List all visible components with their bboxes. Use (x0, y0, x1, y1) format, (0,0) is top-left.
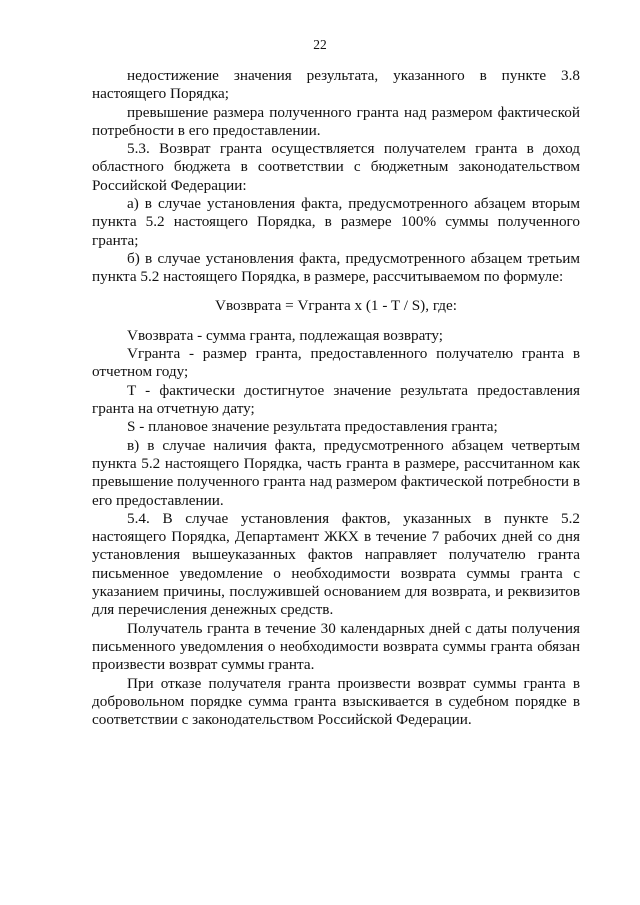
page-number: 22 (313, 37, 327, 52)
definition-v-return: Vвозврата - сумма гранта, подлежащая возврату; (127, 326, 443, 344)
paragraph-refusal: При отказе получателя гранта произвести возврат суммы гранта в добровольном порядке сумма гранта взыскивается в судебном порядке в соответствии с законодательством Российской Федерации. (92, 674, 580, 729)
formula: Vвозврата = Vгранта x (1 - T / S), где: (215, 296, 457, 314)
paragraph-3: 5.3. Возврат гранта осуществляется получателем гранта в доход областного бюджета в соответствии с бюджетным законодательством Российской Федерации: (92, 140, 580, 194)
paragraph-item-v: в) в случае наличия факта, предусмотренного абзацем четвертым пункта 5.2 настоящего Порядка, часть гранта в размере, рассчитанном как превышение полученного гранта над размером фактической потребности в его предоставлении. (92, 436, 580, 509)
paragraph-2: превышение размера полученного гранта над размером фактической потребности в его предоставлении. (92, 103, 580, 139)
paragraph-5: б) в случае установления факта, предусмотренного абзацем третьим пункта 5.2 настоящего Порядка, в размере, рассчитываемом по формуле: (92, 249, 580, 286)
paragraph-recipient: Получатель гранта в течение 30 календарных дней с даты получения письменного уведомления о необходимости возврата суммы гранта обязан произвести возврат суммы гранта. (92, 619, 580, 674)
paragraph-5-4: 5.4. В случае установления фактов, указанных в пункте 5.2 настоящего Порядка, Департамент ЖКХ в течение 7 рабочих дней со дня установления вышеуказанных фактов направляет получателю гранта письменное уведомление о необходимости возврата суммы гранта с указанием причины, послужившей основанием для возврата, и реквизитов для перечисления денежных средств. (92, 509, 580, 619)
document-body (92, 67, 580, 729)
paragraph-4: а) в случае установления факта, предусмотренного абзацем вторым пункта 5.2 настоящего Порядка, в размере 100% суммы полученного гранта; (92, 195, 580, 249)
definition-t: T - фактически достигнутое значение результата предоставления гранта на отчетную дату; (92, 381, 580, 418)
definition-v-grant: Vгранта - размер гранта, предоставленного получателю гранта в отчетном году; (92, 345, 580, 381)
definition-s: S - плановое значение результата предоставления гранта; (127, 418, 498, 436)
paragraph-1: недостижение значения результата, указанного в пункте 3.8 настоящего Порядка; (92, 67, 580, 103)
